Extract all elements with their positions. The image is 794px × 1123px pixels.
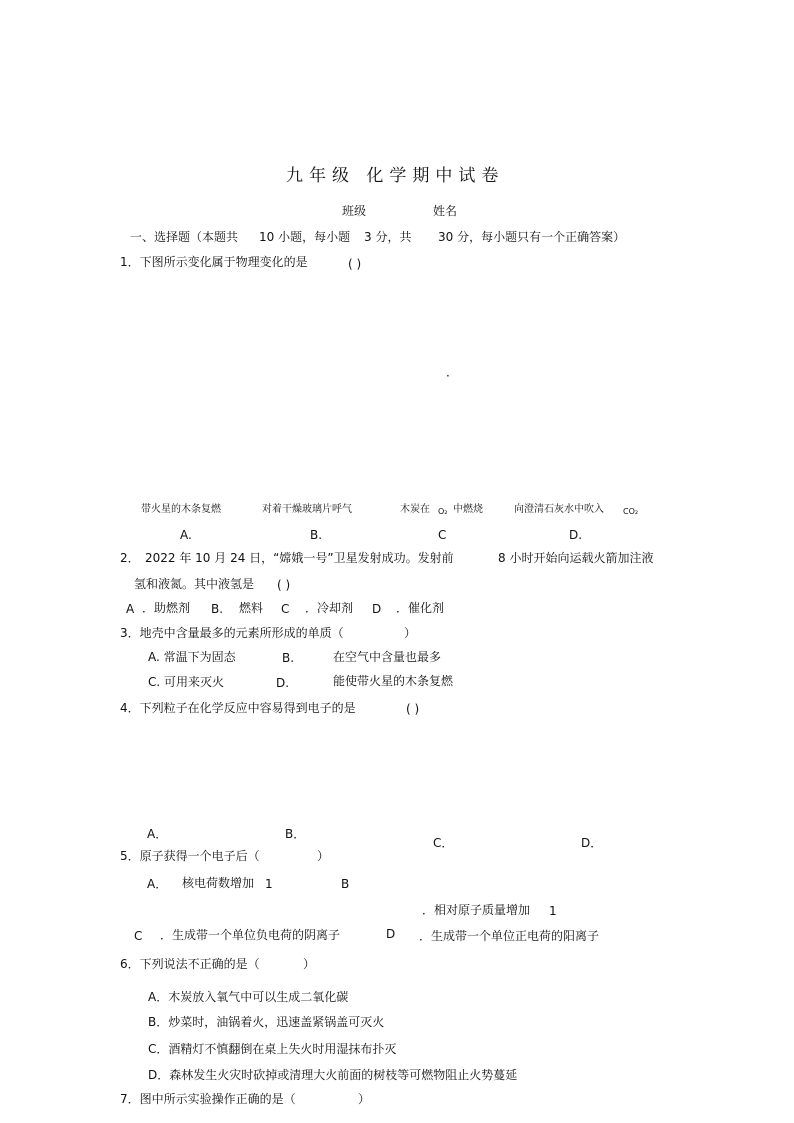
- q5-option-c-text: ．生成带一个单位负电荷的阴离子: [160, 928, 341, 942]
- q4-answer-paren: ( ): [406, 702, 420, 716]
- name-label: 姓名: [433, 204, 458, 218]
- q1-caption-d: 向澄清石灰水中吹入: [514, 504, 604, 515]
- q4-stem: 4．下列粒子在化学反应中容易得到电子的是: [120, 701, 356, 715]
- q1-label-b: B.: [310, 528, 323, 542]
- q6-option-a: A．木炭放入氧气中可以生成二氧化碳: [148, 990, 349, 1004]
- q5-option-b-one: 1: [549, 904, 557, 918]
- q6-paren-close: ）: [303, 957, 316, 971]
- q6-stem: 6．下列说法不正确的是（: [120, 957, 260, 971]
- q1-label-c: C: [438, 528, 447, 542]
- q1-co2-formula: CO₂: [623, 507, 639, 516]
- q4-option-c: C．: [433, 836, 454, 850]
- q2-option-a-label: A: [126, 602, 135, 616]
- q6-option-b: B．炒菜时，油锅着火，迅速盖紧锅盖可灭火: [148, 1015, 385, 1029]
- q2-option-c-text: ．冷却剂: [305, 601, 354, 615]
- q2-option-c-label: C: [281, 602, 290, 616]
- q5-option-a-one: 1: [265, 877, 273, 891]
- q1-label-a: A.: [180, 528, 192, 542]
- q6-option-d: D．森林发生火灾时砍掉或清理大火前面的树枝等可燃物阻止火势蔓延: [148, 1068, 518, 1082]
- q4-option-a: A．: [147, 827, 168, 841]
- q1-stem: 1．下图所示变化属于物理变化的是: [120, 255, 308, 269]
- q3-option-d-label: D.: [276, 676, 290, 690]
- q1-answer-paren: ( ): [348, 257, 362, 271]
- section-intro-a: 一、选择题（本题共: [130, 230, 239, 244]
- q5-option-d-label: D: [386, 927, 396, 941]
- q2-answer-paren: ( ): [277, 578, 291, 592]
- q5-option-c-label: C: [134, 929, 143, 943]
- q3-option-c: C. 可用来灭火: [148, 675, 225, 689]
- q4-option-b: B．: [285, 827, 306, 841]
- q7-stem: 7．图中所示实验操作正确的是（: [120, 1092, 296, 1106]
- q3-option-d-text: 能使带火星的木条复燃: [333, 674, 454, 688]
- q5-paren-close: ）: [317, 849, 330, 863]
- q2-option-a-text: ．助燃剂: [142, 601, 191, 615]
- q5-stem: 5．原子获得一个电子后（: [120, 849, 260, 863]
- q2-line2-text: 氢和液氮。其中液氢是: [134, 577, 255, 591]
- section-intro-d: 30 分，每小题只有一个正确答案）: [438, 230, 626, 244]
- q1-caption-b: 对着干燥玻璃片呼气: [262, 504, 352, 515]
- q5-option-a-text: 核电荷数增加: [182, 876, 255, 890]
- q5-option-b-text: ．相对原子质量增加: [422, 903, 531, 917]
- q1-o2-formula: O₂: [438, 507, 448, 516]
- q6-option-c: C．酒精灯不慎翻倒在桌上失火时用湿抹布扑灭: [148, 1042, 397, 1056]
- page-title: 九年级 化学期中试卷: [286, 166, 505, 186]
- q2-option-d-label: D: [372, 602, 382, 616]
- q2-line1-text: 2022 年 10 月 24 日，“嫦娥一号”卫星发射成功。发射前: [145, 551, 454, 565]
- q2-line1-end: 8 小时开始向运载火箭加注液: [498, 551, 654, 565]
- q5-option-b-label: B: [341, 877, 350, 891]
- section-intro-b: 10 小题，每小题: [259, 230, 351, 244]
- q1-caption-a: 带火星的木条复燃: [141, 504, 221, 515]
- q3-option-b-label: B.: [282, 651, 295, 665]
- q5-option-d-text: ．生成带一个单位正电荷的阳离子: [419, 929, 600, 943]
- q1-label-d: D.: [569, 528, 583, 542]
- q1-caption-c1: 木炭在: [400, 504, 430, 515]
- q2-option-b-text: 燃料: [239, 601, 264, 615]
- class-label: 班级: [342, 204, 367, 218]
- q3-stem: 3．地壳中含量最多的元素所形成的单质（: [120, 626, 344, 640]
- q4-option-d: D．: [581, 836, 603, 850]
- q2-option-d-text: ．催化剂: [396, 601, 445, 615]
- q5-option-a-label: A．: [147, 877, 168, 891]
- section-intro-c: 3 分，共: [364, 230, 412, 244]
- q3-option-b-text: 在空气中含量也最多: [333, 650, 442, 664]
- q3-paren-close: ）: [404, 626, 417, 640]
- q7-paren-close: ）: [358, 1092, 371, 1106]
- q3-option-a: A. 常温下为固态: [148, 650, 236, 664]
- q1-caption-c2: 中燃烧: [453, 504, 483, 515]
- q2-option-b-label: B.: [211, 602, 224, 616]
- q2-number: 2．: [120, 551, 140, 565]
- q1-figure-dot: ·: [446, 369, 450, 383]
